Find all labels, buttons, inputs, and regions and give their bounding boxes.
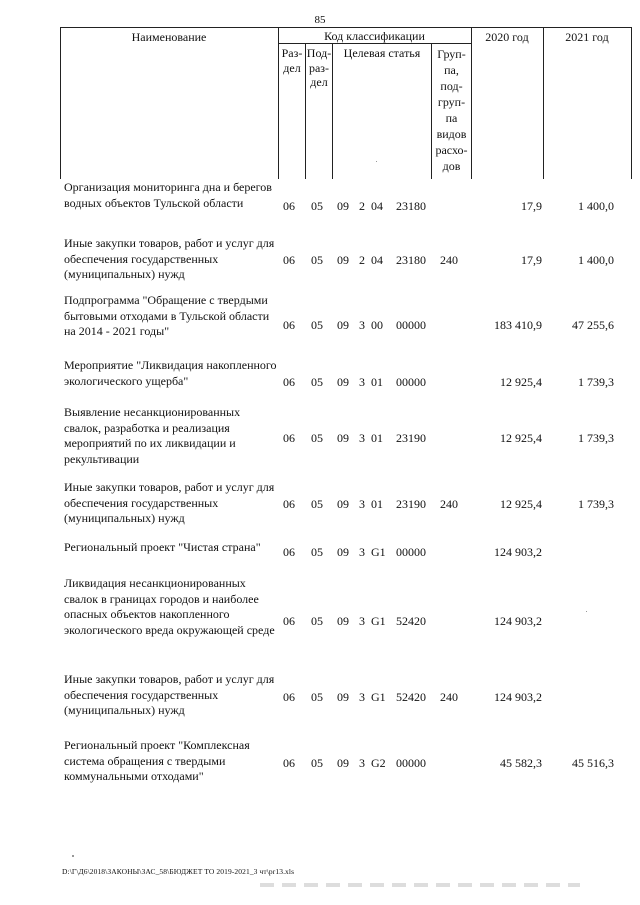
cell-y2021: 45 516,3 xyxy=(572,756,614,770)
cell-t3: 01 xyxy=(371,431,383,445)
cell-y2020: 124 903,2 xyxy=(494,690,542,704)
cell-razdel: 06 xyxy=(283,431,295,445)
cell-t1: 09 xyxy=(337,497,349,511)
cell-t3: G2 xyxy=(371,756,386,770)
cell-t2: 3 xyxy=(359,545,365,559)
cell-y2020: 12 925,4 xyxy=(500,375,542,389)
cell-t3: G1 xyxy=(371,690,386,704)
cell-t2: 3 xyxy=(359,375,365,389)
cell-t3: 04 xyxy=(371,253,383,267)
cell-t2: 3 xyxy=(359,497,365,511)
cell-y2020: 12 925,4 xyxy=(500,497,542,511)
cell-y2020: 12 925,4 xyxy=(500,431,542,445)
page-number: 85 xyxy=(314,14,326,26)
header-target-article: Целевая статья xyxy=(343,46,421,60)
cell-podrazdel: 05 xyxy=(311,431,323,445)
cell-y2020: 17,9 xyxy=(521,253,542,267)
cell-razdel: 06 xyxy=(283,690,295,704)
cell-y2020: 45 582,3 xyxy=(500,756,542,770)
cell-t1: 09 xyxy=(337,614,349,628)
row-name: Выявление несанкционированных свалок, разработка и реализация мероприятий по их ликвидации и рекультивации xyxy=(64,405,241,466)
cell-razdel: 06 xyxy=(283,375,295,389)
row-name: Мероприятие "Ликвидация накопленного экологического ущерба" xyxy=(64,358,277,388)
cell-t3: 01 xyxy=(371,497,383,511)
cell-t4: 52420 xyxy=(396,690,426,704)
cell-t4: 23190 xyxy=(396,497,426,511)
cell-razdel: 06 xyxy=(283,253,295,267)
cell-t3: 00 xyxy=(371,318,383,332)
cell-y2021: 1 739,3 xyxy=(578,431,614,445)
row-name: Региональный проект "Комплексная система обращения с твердыми коммунальными отходами" xyxy=(64,738,250,783)
cell-podrazdel: 05 xyxy=(311,497,323,511)
cell-t4: 00000 xyxy=(396,756,426,770)
cell-y2020: 183 410,9 xyxy=(494,318,542,332)
cell-t3: G1 xyxy=(371,545,386,559)
cell-razdel: 06 xyxy=(283,545,295,559)
cell-podrazdel: 05 xyxy=(311,756,323,770)
cell-t4: 00000 xyxy=(396,375,426,389)
cell-t1: 09 xyxy=(337,318,349,332)
footer-file-path: D:\Г\Д6\2018\ЗАКОНЫ\ЗАС_58\БЮДЖЕТ ТО 2019-2021_3 чт\pr13.xls xyxy=(62,867,295,876)
cell-razdel: 06 xyxy=(283,497,295,511)
header-section: Раз- дел xyxy=(281,46,303,75)
cell-t1: 09 xyxy=(337,375,349,389)
cell-razdel: 06 xyxy=(283,318,295,332)
cell-y2021: 1 739,3 xyxy=(578,497,614,511)
cell-t3: 04 xyxy=(371,199,383,213)
cell-vid: 240 xyxy=(440,497,458,511)
cell-razdel: 06 xyxy=(283,614,295,628)
cell-t4: 23190 xyxy=(396,431,426,445)
cell-podrazdel: 05 xyxy=(311,199,323,213)
row-name: Иные закупки товаров, работ и услуг для обеспечения государственных (муниципальных) нужд xyxy=(64,480,275,525)
cell-y2021: 1 400,0 xyxy=(578,253,614,267)
cell-y2021: 1 400,0 xyxy=(578,199,614,213)
row-name: Иные закупки товаров, работ и услуг для обеспечения государственных (муниципальных) нужд xyxy=(64,672,275,717)
cell-t1: 09 xyxy=(337,545,349,559)
header-name: Наименование xyxy=(131,30,207,44)
cell-podrazdel: 05 xyxy=(311,690,323,704)
cell-t4: 23180 xyxy=(396,199,426,213)
cell-podrazdel: 05 xyxy=(311,614,323,628)
cell-razdel: 06 xyxy=(283,199,295,213)
cell-t4: 23180 xyxy=(396,253,426,267)
cell-podrazdel: 05 xyxy=(311,375,323,389)
cell-t1: 09 xyxy=(337,253,349,267)
cell-t4: 52420 xyxy=(396,614,426,628)
cell-t2: 2 xyxy=(359,253,365,267)
cell-y2021: 1 739,3 xyxy=(578,375,614,389)
cell-vid: 240 xyxy=(440,690,458,704)
row-name: Организация мониторинга дна и берегов водных объектов Тульской области xyxy=(64,180,272,210)
cell-t1: 09 xyxy=(337,756,349,770)
cell-t1: 09 xyxy=(337,199,349,213)
table-header xyxy=(60,27,632,179)
cell-podrazdel: 05 xyxy=(311,253,323,267)
cell-y2020: 124 903,2 xyxy=(494,614,542,628)
header-classification: Код классификации xyxy=(324,29,425,43)
cell-t2: 3 xyxy=(359,690,365,704)
header-subsection: Под- раз- дел xyxy=(306,46,332,89)
cell-t4: 00000 xyxy=(396,545,426,559)
cell-t2: 3 xyxy=(359,431,365,445)
cell-t4: 00000 xyxy=(396,318,426,332)
cell-t1: 09 xyxy=(337,690,349,704)
cell-t2: 3 xyxy=(359,756,365,770)
cell-t1: 09 xyxy=(337,431,349,445)
header-expense-group: Груп- па, под- груп- па видов расхо- дов xyxy=(435,47,468,173)
row-name: Ликвидация несанкционированных свалок в границах городов и наиболее опасных объектов накопленного экологического вреда окружающей среде xyxy=(64,576,275,637)
cell-podrazdel: 05 xyxy=(311,545,323,559)
header-year-2021: 2021 год xyxy=(565,30,609,44)
cell-t3: G1 xyxy=(371,614,386,628)
row-name: Иные закупки товаров, работ и услуг для обеспечения государственных (муниципальных) нужд xyxy=(64,236,275,281)
header-year-2020: 2020 год xyxy=(485,30,529,44)
cell-t2: 2 xyxy=(359,199,365,213)
cell-vid: 240 xyxy=(440,253,458,267)
cell-y2021: 47 255,6 xyxy=(572,318,614,332)
row-name: Региональный проект "Чистая страна" xyxy=(64,540,261,554)
cell-t2: 3 xyxy=(359,614,365,628)
cell-t2: 3 xyxy=(359,318,365,332)
cell-podrazdel: 05 xyxy=(311,318,323,332)
cell-y2020: 17,9 xyxy=(521,199,542,213)
cell-y2020: 124 903,2 xyxy=(494,545,542,559)
cell-t3: 01 xyxy=(371,375,383,389)
row-name: Подпрограмма "Обращение с твердыми бытовыми отходами в Тульской области на 2014 - 2021 годы" xyxy=(64,293,270,338)
scan-artifact xyxy=(260,883,580,887)
cell-razdel: 06 xyxy=(283,756,295,770)
